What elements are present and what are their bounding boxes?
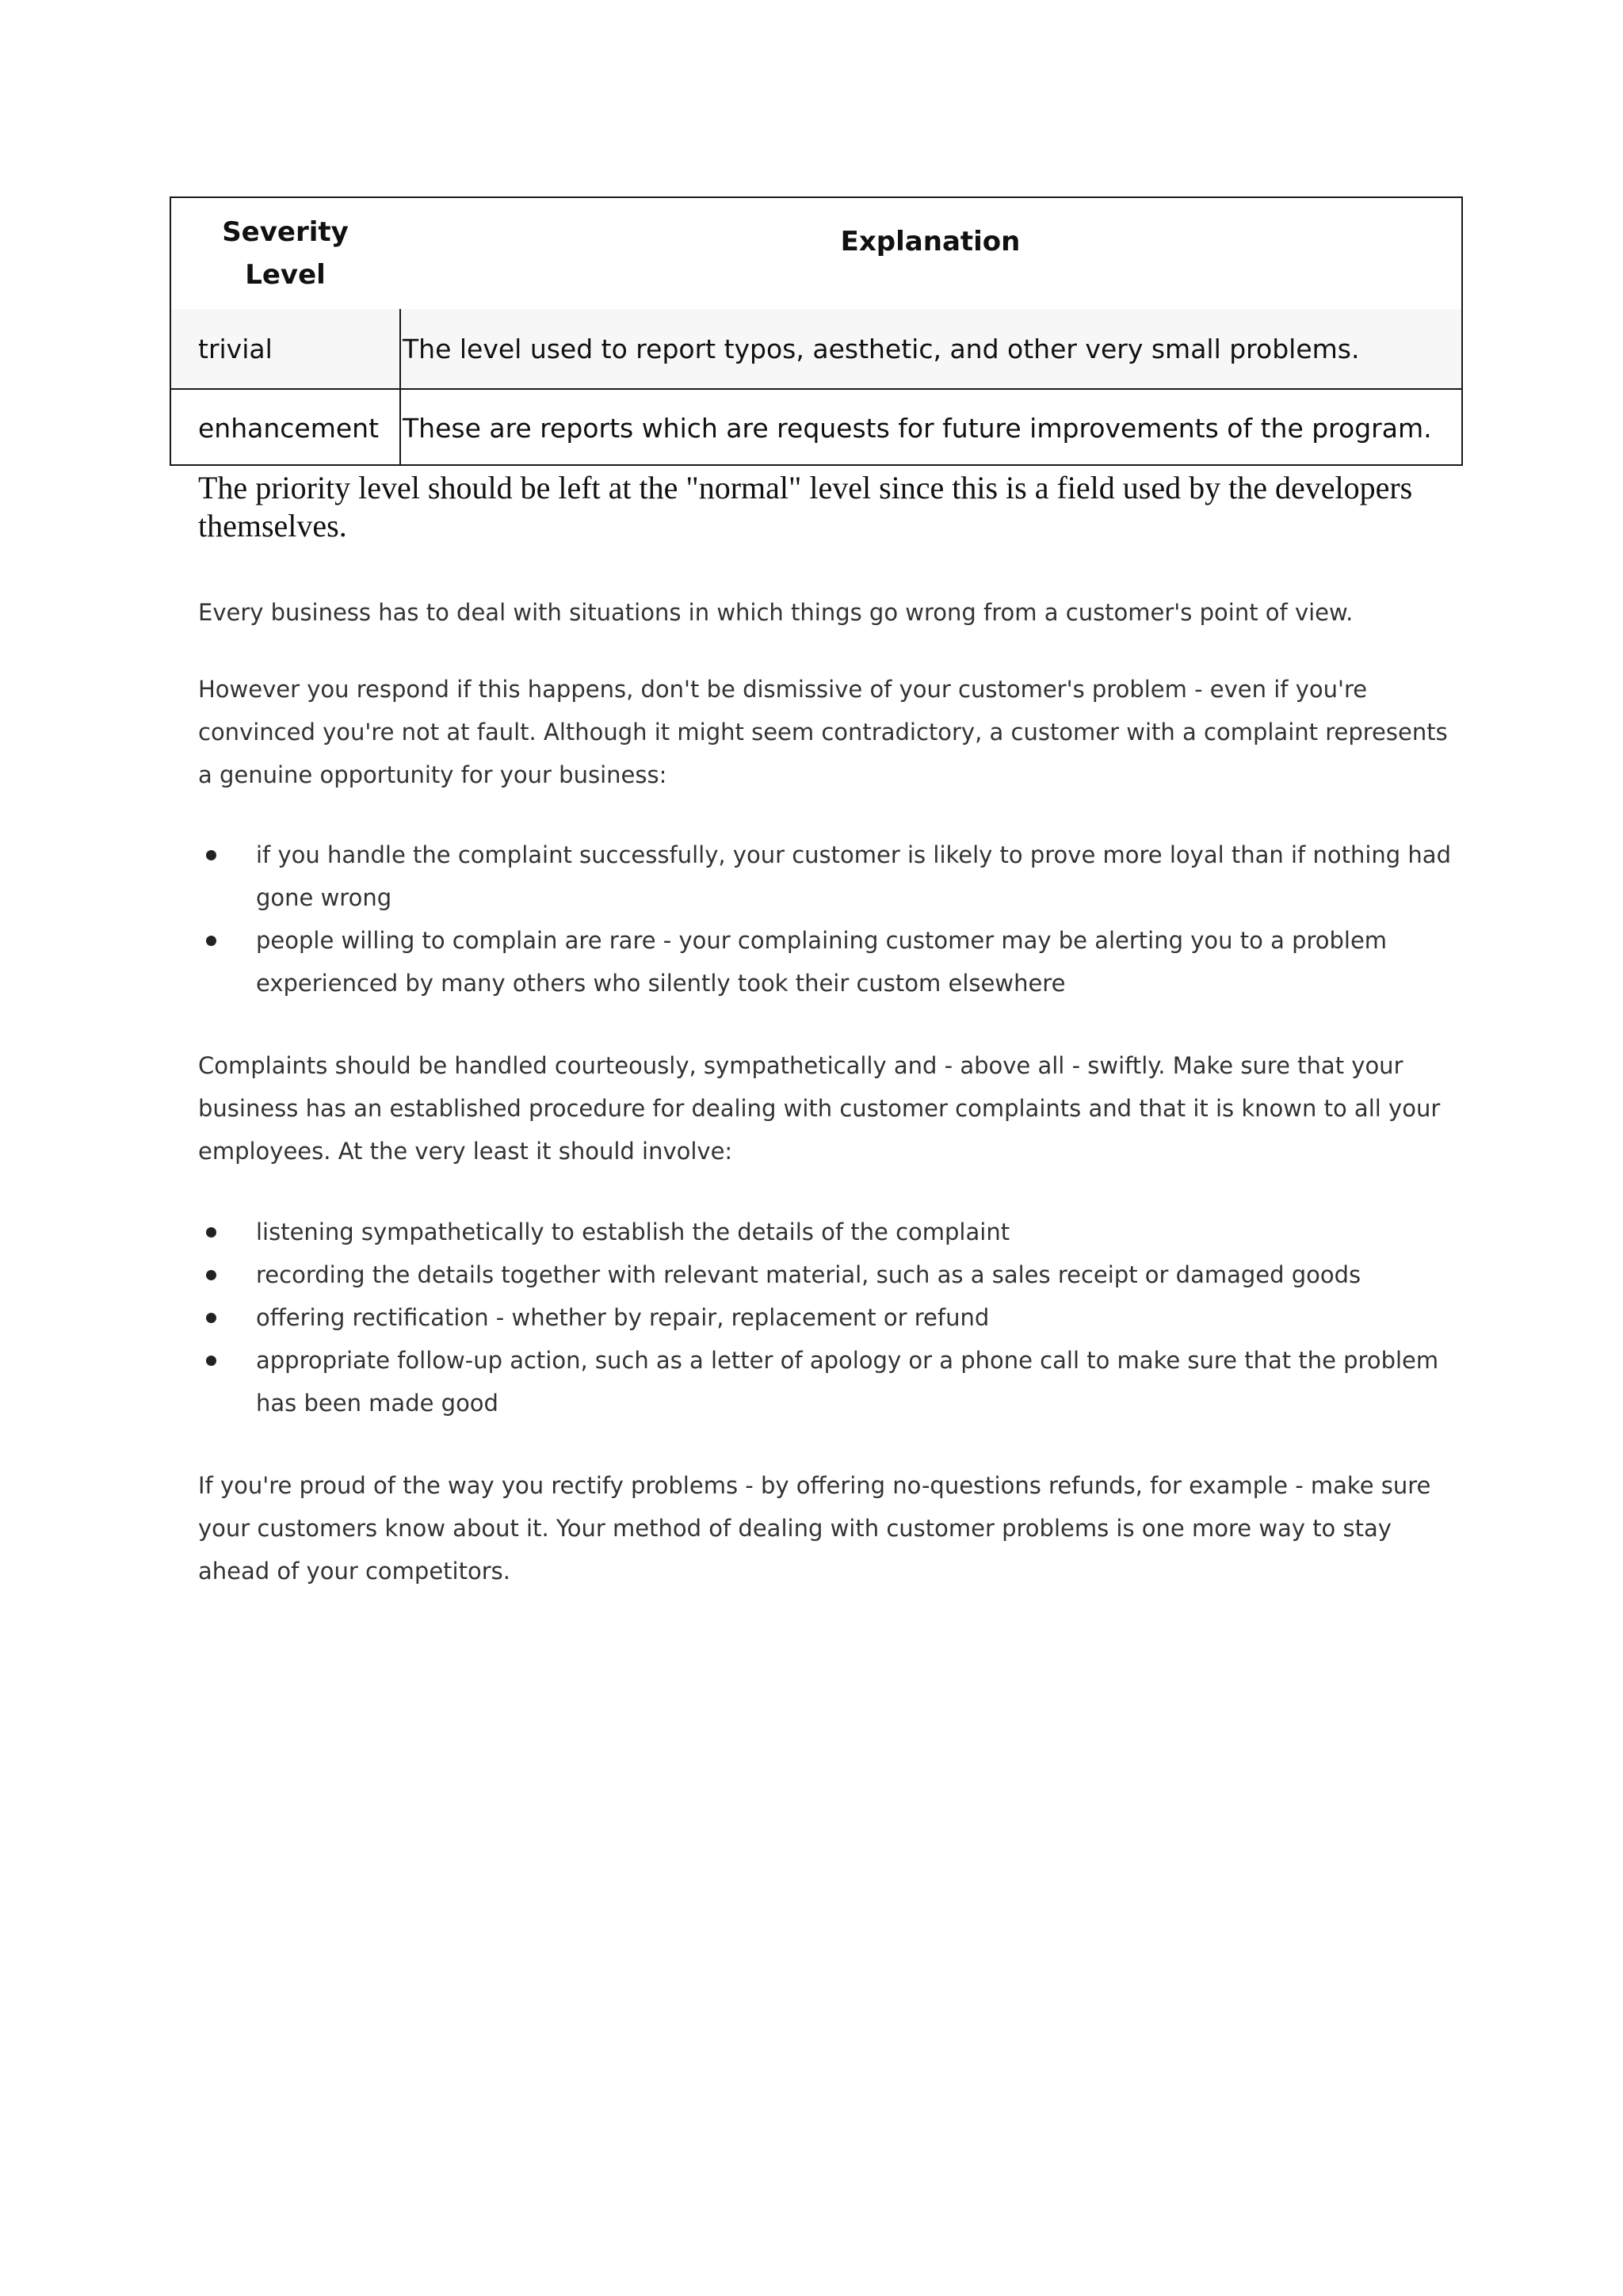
bullet-icon [206,850,216,860]
bullet-icon [206,1313,216,1323]
bullet-icon [206,1270,216,1280]
table-row [171,309,1461,390]
severity-table [170,196,1463,466]
list-item: appropriate follow-up action, such as a letter of apology or a phone call to make sure that the problem has been made good [198,1339,1458,1425]
header-explanation: Explanation [840,226,1021,257]
severity-level-cell: trivial [198,333,273,364]
paragraph-intro: Every business has to deal with situations in which things go wrong from a customer's point of view. [198,599,1354,626]
severity-level-cell: enhancement [198,412,380,444]
bullet-icon [206,936,216,946]
priority-note: The priority level should be left at the "normal" level since this is a field used by the developers themselves. [198,470,1413,543]
paragraph-conclusion: If you're proud of the way you rectify problems - by offering no-questions refunds, for example - make sure your customers know about it. Your method of dealing with customer problems is one more way to stay ahead of your competitors. [198,1472,1431,1585]
paragraph-procedure: Complaints should be handled courteously, sympathetically and - above all - swiftly. Make sure that your business has an established procedure for dealing with customer complaints and that it is known to all your employees. At the very least it should involve: [198,1052,1441,1165]
procedure-list [198,1211,1458,1425]
explanation-cell: These are reports which are requests for future improvements of the program. [399,390,1461,466]
list-item: recording the details together with relevant material, such as a sales receipt or damaged goods [198,1253,1458,1296]
bullet-icon [206,1356,216,1366]
list-item: people willing to complain are rare - your complaining customer may be alerting you to a problem experienced by many others who silently took their custom elsewhere [198,919,1458,1005]
explanation-cell: The level used to report typos, aesthetic, and other very small problems. [399,309,1461,388]
bullet-icon [206,1227,216,1238]
list-item: offering rectification - whether by repair, replacement or refund [198,1296,1458,1339]
header-severity-level: Severity Level [222,216,349,291]
table-row [171,390,1461,466]
table-header [171,198,1461,309]
paragraph-opportunity: However you respond if this happens, don't be dismissive of your customer's problem - even if you're convinced you're not at fault. Although it might seem contradictory, a customer with a complaint represents a genuine opportunity for your business: [198,676,1448,788]
list-item: listening sympathetically to establish the details of the complaint [198,1211,1458,1253]
opportunity-list [198,833,1458,1005]
list-item: if you handle the complaint successfully, your customer is likely to prove more loyal than if nothing had gone wrong [198,833,1458,919]
